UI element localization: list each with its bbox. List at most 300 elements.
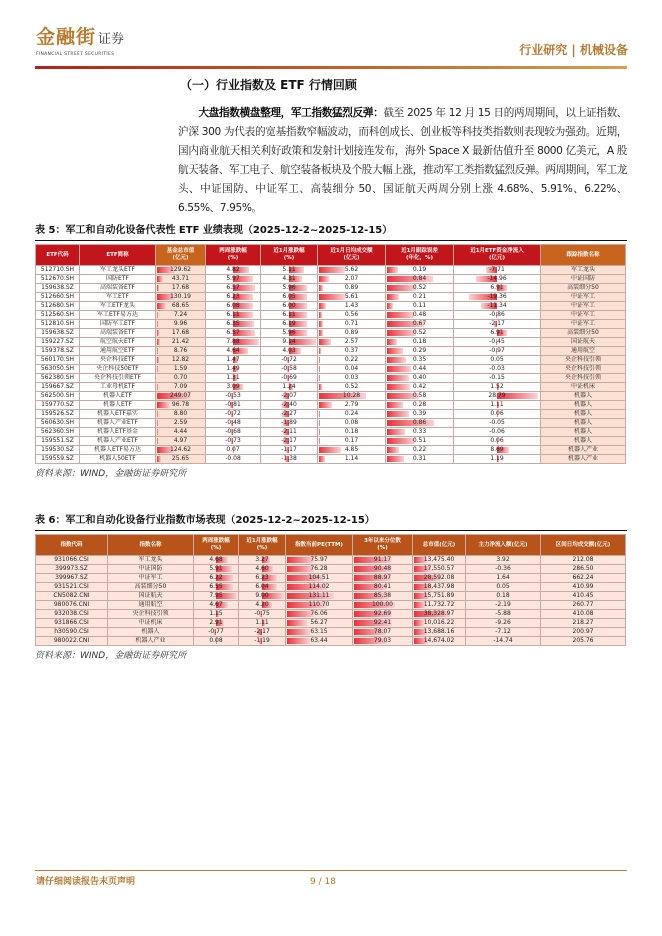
- table-cell: [386, 455, 454, 464]
- table-cell: [386, 311, 454, 320]
- cell-value: 6.57: [226, 284, 240, 291]
- cell-value: 1.14: [344, 455, 359, 462]
- table-cell: [318, 428, 386, 437]
- table-cell: [108, 619, 194, 628]
- footer-disclaimer: 请仔细阅读报告末页声明: [36, 877, 136, 887]
- cell-value: 0.04: [344, 365, 359, 372]
- cell-value: 662.24: [572, 574, 594, 581]
- table-cell: [541, 311, 626, 320]
- table-cell: [80, 284, 156, 293]
- table-cell: [239, 574, 286, 583]
- table-cell: [386, 383, 454, 392]
- cell-value: 中证机床: [138, 619, 163, 626]
- cell-value: 中证国防: [138, 565, 163, 572]
- cell-value: 159770.SZ: [41, 401, 74, 408]
- cell-value: 0.18: [344, 428, 359, 435]
- cell-value: 4.67: [209, 601, 223, 608]
- cell-value: 100.00: [372, 601, 393, 608]
- data-bar: [387, 303, 393, 309]
- data-bar: [387, 357, 406, 363]
- table-row: [36, 302, 626, 311]
- table-cell: [413, 637, 466, 646]
- cell-value: 1.31: [226, 374, 240, 381]
- logo-english: FINANCIAL STREET SECURITIES: [36, 52, 115, 57]
- table-cell: [318, 401, 386, 410]
- cell-value: 0.52: [412, 284, 427, 291]
- cell-value: 通用航空ETF: [100, 347, 135, 354]
- column-header: 近1月日均成交额 (亿元): [318, 245, 386, 266]
- table-cell: [36, 628, 108, 637]
- table-row: [36, 329, 626, 338]
- cell-value: 0.18: [496, 592, 510, 599]
- cell-value: 410.08: [572, 610, 594, 617]
- data-bar: [387, 267, 397, 273]
- table-cell: [108, 565, 194, 574]
- table-cell: [261, 266, 318, 275]
- cell-value: 0.19: [412, 266, 427, 273]
- table-cell: [386, 302, 454, 311]
- table-cell: [36, 446, 80, 455]
- cell-value: 1.11: [255, 619, 269, 626]
- table-cell: [239, 619, 286, 628]
- table-cell: [261, 401, 318, 410]
- data-bar: [387, 276, 433, 282]
- table-cell: [454, 374, 541, 383]
- table-cell: [541, 446, 626, 455]
- table-cell: [318, 383, 386, 392]
- table-cell: [413, 574, 466, 583]
- column-header: 两周涨跌幅 (%): [206, 245, 261, 266]
- cell-value: 399973.SZ: [55, 565, 88, 572]
- cell-value: 机器人ETF基金: [97, 428, 138, 435]
- cell-value: -0.75: [254, 610, 270, 617]
- table-row: [36, 410, 626, 419]
- table-cell: [206, 275, 261, 284]
- table-cell: [318, 374, 386, 383]
- table-cell: [206, 428, 261, 437]
- table-cell: [36, 329, 80, 338]
- cell-value: 560630.SH: [40, 419, 75, 426]
- table-cell: [156, 329, 206, 338]
- table-row: [36, 610, 626, 619]
- table-cell: [454, 347, 541, 356]
- table-cell: [156, 365, 206, 374]
- cell-value: 980076.CNI: [53, 601, 90, 608]
- table-cell: [36, 574, 108, 583]
- cell-value: -0.58: [281, 365, 297, 372]
- table-row: [36, 293, 626, 302]
- table-cell: [156, 428, 206, 437]
- cell-value: -9.26: [495, 619, 511, 626]
- data-bar: [319, 402, 332, 408]
- table-cell: [413, 583, 466, 592]
- table-cell: [318, 365, 386, 374]
- cell-value: -1.17: [281, 446, 297, 453]
- table-cell: [239, 592, 286, 601]
- cell-value: 5.96: [282, 284, 296, 291]
- cell-value: 4.64: [226, 347, 240, 354]
- cell-value: 6.57: [226, 329, 240, 336]
- cell-value: 28.79: [488, 392, 506, 399]
- table-cell: [541, 338, 626, 347]
- table-cell: [36, 347, 80, 356]
- table-cell: [386, 419, 454, 428]
- data-bar: [387, 429, 405, 435]
- table-cell: [206, 374, 261, 383]
- table-cell: [36, 610, 108, 619]
- data-bar: [319, 438, 320, 444]
- data-bar: [157, 411, 158, 417]
- table-cell: [261, 329, 318, 338]
- cell-value: 高端装备ETF: [100, 284, 135, 291]
- cell-value: 中证军工: [570, 320, 595, 327]
- table-cell: [386, 365, 454, 374]
- cell-value: 218.27: [572, 619, 594, 626]
- column-header: 指数代码: [36, 535, 108, 556]
- cell-value: 410.45: [572, 592, 594, 599]
- table-cell: [156, 356, 206, 365]
- cell-value: 0.29: [412, 347, 427, 354]
- table5-title: 表 5：军工和自动化设备代表性 ETF 业绩表现（2025-12-2~2025-12-15）: [35, 224, 627, 241]
- cell-value: 机器人: [573, 419, 592, 426]
- table-cell: [386, 356, 454, 365]
- table-cell: [413, 565, 466, 574]
- cell-value: 机器人: [573, 401, 592, 408]
- cell-value: 0.71: [344, 320, 359, 327]
- table-cell: [541, 320, 626, 329]
- table-cell: [454, 419, 541, 428]
- table-cell: [206, 320, 261, 329]
- cell-value: 6.00: [282, 302, 296, 309]
- table6-source: 资料来源：WIND，金融街证券研究所: [35, 651, 187, 661]
- cell-value: -0.77: [208, 628, 224, 635]
- table-cell: [454, 275, 541, 284]
- table-cell: [36, 455, 80, 464]
- table-cell: [466, 574, 541, 583]
- table-cell: [36, 266, 80, 275]
- data-bar: [157, 429, 158, 435]
- table-cell: [206, 311, 261, 320]
- table-cell: [353, 592, 413, 601]
- table-row: [36, 565, 626, 574]
- table-cell: [80, 302, 156, 311]
- data-bar: [387, 285, 415, 291]
- table-cell: [108, 601, 194, 610]
- cell-value: 中证军工: [570, 311, 595, 318]
- table-cell: [206, 284, 261, 293]
- cell-value: 0.56: [344, 311, 359, 318]
- table-row: [36, 574, 626, 583]
- table-cell: [36, 601, 108, 610]
- data-bar: [287, 629, 309, 635]
- cell-value: 通用航空: [570, 347, 595, 354]
- column-header: 近1月涨跌幅 (%): [239, 535, 286, 556]
- table-cell: [239, 583, 286, 592]
- table-cell: [318, 437, 386, 446]
- table-cell: [80, 311, 156, 320]
- cell-value: 8.80: [173, 410, 188, 417]
- table-cell: [454, 320, 541, 329]
- column-header: 指数当前PE(TTM): [286, 535, 353, 556]
- table-cell: [36, 356, 80, 365]
- table-cell: [261, 338, 318, 347]
- table-cell: [206, 455, 261, 464]
- cell-value: 21.42: [171, 338, 190, 345]
- data-bar: [387, 420, 434, 426]
- cell-value: 4.97: [173, 437, 188, 444]
- table-cell: [194, 601, 239, 610]
- table-cell: [466, 601, 541, 610]
- cell-value: -2.17: [254, 628, 270, 635]
- cell-value: -11.34: [487, 302, 507, 309]
- table-cell: [261, 347, 318, 356]
- cell-value: 0.52: [344, 383, 359, 390]
- cell-value: 央企科技ETF: [100, 356, 135, 363]
- table-cell: [454, 401, 541, 410]
- cell-value: 0.52: [412, 329, 427, 336]
- cell-value: 68.65: [171, 302, 190, 309]
- cell-value: 国证航天: [570, 338, 595, 345]
- table-cell: [454, 266, 541, 275]
- data-bar: [387, 438, 415, 444]
- table-cell: [541, 347, 626, 356]
- table-cell: [353, 583, 413, 592]
- cell-value: 高装细分50: [567, 284, 599, 291]
- table-cell: [386, 329, 454, 338]
- spacer: [35, 480, 627, 508]
- table-cell: [386, 446, 454, 455]
- table-cell: [36, 565, 108, 574]
- table-cell: [386, 284, 454, 293]
- table-cell: [466, 556, 541, 565]
- data-bar: [157, 384, 158, 390]
- table-cell: [80, 275, 156, 284]
- cell-value: 512670.SH: [40, 275, 75, 282]
- cell-value: 10,016.22: [423, 619, 455, 626]
- cell-value: 25.65: [171, 455, 190, 462]
- table-cell: [386, 320, 454, 329]
- table-cell: [541, 410, 626, 419]
- table-row: [36, 628, 626, 637]
- cell-value: 0.48: [412, 311, 427, 318]
- cell-value: 980022.CNI: [53, 637, 90, 644]
- table-cell: [541, 565, 626, 574]
- table-cell: [239, 637, 286, 646]
- table-cell: [286, 583, 353, 592]
- table-cell: [36, 592, 108, 601]
- table-cell: [206, 437, 261, 446]
- data-bar: [319, 330, 323, 336]
- cell-value: 0.51: [412, 437, 427, 444]
- cell-value: 512660.SH: [40, 293, 75, 300]
- data-bar: [157, 303, 166, 309]
- table-cell: [318, 347, 386, 356]
- table-cell: [286, 574, 353, 583]
- cell-value: -0.73: [225, 437, 241, 444]
- table-cell: [80, 455, 156, 464]
- cell-value: 机器人: [573, 410, 592, 417]
- column-header: 近1月ETF资金净流入 (亿元): [454, 245, 541, 266]
- cell-value: -0.03: [489, 365, 505, 372]
- cell-value: -5.88: [495, 610, 511, 617]
- cell-value: 4.31: [282, 275, 296, 282]
- cell-value: 1.49: [226, 365, 240, 372]
- cell-value: 1.24: [282, 383, 296, 390]
- cell-value: -0.68: [225, 428, 241, 435]
- cell-value: 1.43: [344, 302, 359, 309]
- table-cell: [541, 583, 626, 592]
- table-row: [36, 637, 626, 646]
- table-cell: [108, 556, 194, 565]
- table-cell: [541, 392, 626, 401]
- cell-value: 110.70: [308, 601, 330, 608]
- cell-value: 17,550.57: [423, 565, 455, 572]
- table-cell: [413, 619, 466, 628]
- table-cell: [318, 455, 386, 464]
- cell-value: 4.85: [344, 446, 359, 453]
- cell-value: 5.96: [282, 329, 296, 336]
- data-bar: [387, 384, 410, 390]
- table-cell: [261, 320, 318, 329]
- cell-value: 高装细分50: [134, 583, 167, 590]
- cell-value: 3.92: [496, 556, 510, 563]
- cell-value: 931066.CSI: [54, 556, 89, 563]
- cell-value: 4.68: [209, 556, 223, 563]
- table-cell: [36, 401, 80, 410]
- table-cell: [80, 374, 156, 383]
- table-cell: [413, 556, 466, 565]
- cell-value: 0.37: [344, 347, 359, 354]
- table-cell: [386, 392, 454, 401]
- data-bar: [287, 620, 307, 626]
- body-paragraph: [178, 104, 627, 218]
- table-row: [36, 284, 626, 293]
- table-cell: [194, 610, 239, 619]
- table-cell: [541, 610, 626, 619]
- header-divider: [35, 66, 627, 69]
- table-cell: [541, 437, 626, 446]
- cell-value: 562500.SH: [40, 392, 75, 399]
- table-cell: [261, 302, 318, 311]
- table-cell: [541, 592, 626, 601]
- cell-value: 2.07: [344, 275, 359, 282]
- cell-value: 1.52: [490, 383, 504, 390]
- cell-value: 159378.SZ: [41, 347, 74, 354]
- data-bar: [319, 384, 321, 390]
- cell-value: 0.40: [412, 374, 427, 381]
- table-row: [36, 419, 626, 428]
- cell-value: 104.51: [308, 574, 330, 581]
- data-bar: [157, 348, 158, 354]
- table-cell: [108, 628, 194, 637]
- table-cell: [318, 338, 386, 347]
- cell-value: 18,437.98: [423, 583, 455, 590]
- table-cell: [156, 410, 206, 419]
- table-cell: [318, 356, 386, 365]
- table-cell: [413, 628, 466, 637]
- cell-value: 6.23: [255, 574, 269, 581]
- table-cell: [541, 383, 626, 392]
- cell-value: 512560.SH: [40, 311, 75, 318]
- table-cell: [108, 637, 194, 646]
- cell-value: 5.62: [344, 266, 359, 273]
- data-bar: [319, 429, 320, 435]
- column-header: 主力净流入额(亿元): [466, 535, 541, 556]
- cell-value: 0.08: [209, 637, 223, 644]
- table-cell: [36, 583, 108, 592]
- cell-value: 0.18: [412, 338, 427, 345]
- cell-value: 7.88: [226, 338, 240, 345]
- cell-value: 212.08: [572, 556, 594, 563]
- table-cell: [318, 410, 386, 419]
- cell-value: 8.76: [173, 347, 188, 354]
- cell-value: 76.06: [310, 610, 328, 617]
- cell-value: 6.11: [282, 311, 296, 318]
- cell-value: 3.27: [255, 556, 269, 563]
- table-cell: [318, 329, 386, 338]
- cell-value: 1.64: [496, 574, 510, 581]
- table-cell: [353, 556, 413, 565]
- cell-value: 0.31: [412, 455, 427, 462]
- cell-value: 机器人: [573, 428, 592, 435]
- table-cell: [541, 356, 626, 365]
- table-cell: [206, 302, 261, 311]
- cell-value: 0.22: [344, 356, 359, 363]
- cell-value: 159227.SZ: [41, 338, 74, 345]
- cell-value: -0.81: [225, 401, 241, 408]
- table-row: [36, 619, 626, 628]
- column-header: 跟踪指数名称: [541, 245, 626, 266]
- table-cell: [239, 601, 286, 610]
- table-cell: [466, 628, 541, 637]
- table-cell: [156, 320, 206, 329]
- cell-value: -2.27: [281, 410, 297, 417]
- cell-value: 7.24: [173, 311, 188, 318]
- cell-value: -0.69: [281, 374, 297, 381]
- table-cell: [80, 446, 156, 455]
- cell-value: 512680.SH: [40, 302, 75, 309]
- cell-value: 6.22: [209, 574, 223, 581]
- table-cell: [156, 338, 206, 347]
- table-cell: [261, 365, 318, 374]
- table-cell: [454, 365, 541, 374]
- cell-value: 机器人: [573, 437, 592, 444]
- table-cell: [36, 302, 80, 311]
- cell-value: 4.60: [255, 565, 269, 572]
- cell-value: 563050.SH: [40, 365, 75, 372]
- table-cell: [286, 610, 353, 619]
- cell-value: 11,732.72: [423, 601, 455, 608]
- data-bar: [387, 447, 399, 453]
- cell-value: 38,328.97: [423, 610, 455, 617]
- table-cell: [261, 392, 318, 401]
- logo-text: 金融街: [36, 26, 97, 48]
- table-cell: [353, 574, 413, 583]
- cell-value: 0.06: [490, 410, 504, 417]
- cell-value: 159638.SZ: [41, 284, 74, 291]
- cell-value: h30590.CSI: [54, 628, 89, 635]
- cell-value: 国防军工ETF: [100, 320, 135, 327]
- cell-value: 9.14: [282, 338, 296, 345]
- table-cell: [194, 637, 239, 646]
- cell-value: 2.59: [173, 419, 188, 426]
- cell-value: 中证国防: [570, 275, 595, 282]
- table-cell: [466, 583, 541, 592]
- table-row: [36, 556, 626, 565]
- report-category: 行业研究 | 机械设备: [519, 43, 628, 57]
- table-cell: [318, 293, 386, 302]
- cell-value: 2.91: [209, 619, 223, 626]
